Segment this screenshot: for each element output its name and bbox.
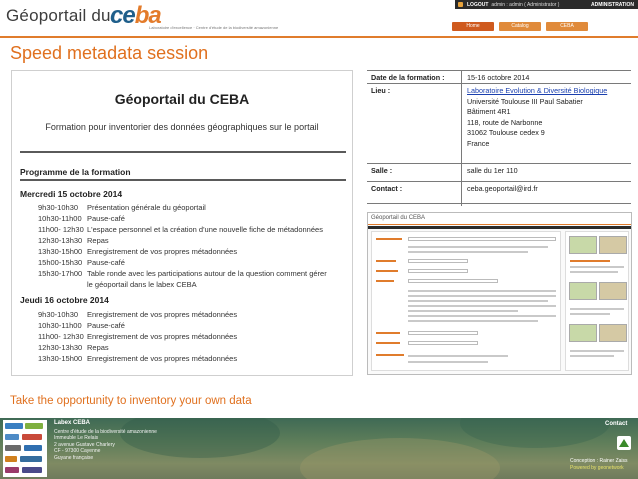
day-heading: Mercredi 15 octobre 2014 xyxy=(20,189,123,199)
header-divider xyxy=(0,36,638,38)
form-label xyxy=(376,280,394,282)
thumbnail-toolbar xyxy=(368,226,631,229)
footer-contact-link[interactable]: Contact xyxy=(605,421,628,427)
partner-logos xyxy=(3,420,47,477)
login-bar xyxy=(455,0,638,9)
thumbnail-sidebar xyxy=(565,231,629,371)
schedule-row xyxy=(38,309,348,320)
form-text xyxy=(408,315,556,317)
schedule-day-2 xyxy=(38,309,348,364)
form-text xyxy=(408,251,528,253)
site-header xyxy=(0,0,638,38)
partner-logo[interactable] xyxy=(22,467,42,473)
lieu-line: France xyxy=(467,138,490,148)
tab-catalog[interactable]: Catalog xyxy=(499,22,541,31)
form-text xyxy=(570,266,624,268)
lock-icon xyxy=(458,2,463,7)
lieu-line: 31062 Toulouse cedex 9 xyxy=(467,128,545,137)
schedule-time: 9h30-10h30 xyxy=(38,310,79,319)
form-field xyxy=(408,259,468,263)
schedule-activity: Repas xyxy=(87,343,109,352)
schedule-activity: Pause-café xyxy=(87,214,125,223)
schedule-row xyxy=(38,342,348,353)
partner-logo[interactable] xyxy=(25,423,43,429)
form-label xyxy=(376,342,400,344)
schedule-time: 13h30-15h00 xyxy=(38,354,83,363)
salle-value: salle du 1er 110 xyxy=(467,166,518,175)
lieu-line: Université Toulouse III Paul Sabatier xyxy=(467,96,583,106)
user-label: admin : admin ( Administrator ) xyxy=(491,1,560,8)
schedule-activity: le géoportail dans le labex CEBA xyxy=(87,280,197,289)
form-text xyxy=(408,320,538,322)
thumbnail-header xyxy=(368,213,631,225)
schedule-row xyxy=(38,279,348,290)
partner-logo[interactable] xyxy=(5,423,23,429)
form-text xyxy=(570,308,624,310)
form-field xyxy=(408,279,498,283)
schedule-row xyxy=(38,331,348,342)
document-title: Géoportail du CEBA xyxy=(114,91,250,107)
form-text xyxy=(408,246,548,248)
schedule-activity: Enregistrement de vos propres métadonnées xyxy=(87,310,238,319)
address-line: Immeuble Le Relais xyxy=(54,435,99,442)
map-thumbnail xyxy=(569,282,597,300)
schedule-row xyxy=(38,202,348,213)
address-line: 2 avenue Gustave Charlery xyxy=(54,441,115,448)
schedule-activity: L'espace personnel et la création d'une nouvelle fiche de métadonnées xyxy=(87,225,323,234)
schedule-time: 12h30-13h30 xyxy=(38,343,83,352)
info-row-salle xyxy=(367,164,631,182)
schedule-time xyxy=(38,279,87,290)
schedule-activity: Pause-café xyxy=(87,258,125,267)
partner-logo[interactable] xyxy=(22,434,42,440)
form-text xyxy=(408,355,508,357)
lieu-value xyxy=(467,86,607,149)
footer-org-name: Labex CEBA xyxy=(54,420,91,426)
training-info-table xyxy=(367,70,631,206)
map-thumbnail xyxy=(599,236,627,254)
form-text xyxy=(570,350,624,352)
partner-logo[interactable] xyxy=(5,445,21,451)
footer-design-credit: Conception : Rainer Zaiss xyxy=(570,458,628,464)
tab-home[interactable]: Home xyxy=(452,22,494,31)
schedule-activity: Repas xyxy=(87,236,109,245)
form-text xyxy=(570,271,618,273)
schedule-time: 11h00- 12h30 xyxy=(38,225,84,234)
map-thumbnail xyxy=(599,324,627,342)
form-label xyxy=(376,270,398,272)
footer-map-texture xyxy=(300,438,500,479)
logo-prefix[interactable]: Géoportail du xyxy=(6,6,111,25)
logo-brand-b: ba xyxy=(134,2,161,29)
logo-subtitle: Laboratoire d'excellence · Centre d'étude de la biodiversité amazonienne xyxy=(149,25,279,30)
form-field xyxy=(408,341,478,345)
schedule-row xyxy=(38,257,348,268)
form-field xyxy=(408,269,468,273)
contact-label: Contact : xyxy=(371,184,403,193)
form-text xyxy=(408,295,556,297)
schedule-activity: Table ronde avec les participations autour de la question comment gérer xyxy=(87,269,327,278)
ceba-badge-icon[interactable] xyxy=(617,436,631,450)
address-line: CF - 97300 Cayenne xyxy=(54,448,101,455)
footer-powered-by-link[interactable]: Powered by geonetwork xyxy=(570,465,624,471)
schedule-time: 10h30-11h00 xyxy=(38,321,82,330)
form-label xyxy=(376,354,404,356)
slide-tagline: Take the opportunity to inventory your own data xyxy=(10,395,252,407)
tab-ceba[interactable]: CEBA xyxy=(546,22,588,31)
partner-logo[interactable] xyxy=(5,434,19,440)
day-heading: Jeudi 16 octobre 2014 xyxy=(20,295,109,305)
schedule-day-1 xyxy=(38,202,348,290)
nav-tabs xyxy=(452,22,588,31)
partner-logo[interactable] xyxy=(5,456,17,462)
schedule-activity: Présentation générale du géoportail xyxy=(87,203,206,212)
form-text xyxy=(408,361,488,363)
info-row-lieu xyxy=(367,84,631,164)
form-text xyxy=(408,290,556,292)
form-text xyxy=(570,313,610,315)
form-label xyxy=(570,260,610,262)
form-label xyxy=(376,332,400,334)
schedule-row xyxy=(38,268,348,279)
partner-logo[interactable] xyxy=(5,467,19,473)
form-text xyxy=(408,305,556,307)
partner-logo[interactable] xyxy=(20,456,42,462)
slide-title: Speed metadata session xyxy=(10,43,209,63)
schedule-activity: Pause-café xyxy=(87,321,125,330)
metadata-editor-screenshot xyxy=(367,212,632,375)
lieu-line: Bâtiment 4R1 xyxy=(467,107,511,116)
schedule-time: 13h30-15h00 xyxy=(38,247,83,256)
schedule-row xyxy=(38,213,348,224)
schedule-row xyxy=(38,246,348,257)
schedule-row xyxy=(38,353,348,364)
schedule-time: 15h00-15h30 xyxy=(38,258,83,267)
program-heading: Programme de la formation xyxy=(20,167,131,177)
form-label xyxy=(376,260,396,262)
schedule-time: 9h30-10h30 xyxy=(38,203,79,212)
address-line: Guyane française xyxy=(54,454,94,461)
thumbnail-logo: Géoportail du CEBA xyxy=(371,215,426,221)
logout-link[interactable]: LOGOUT xyxy=(467,1,489,8)
date-label: Date de la formation : xyxy=(371,73,445,82)
salle-label: Salle : xyxy=(371,166,393,175)
schedule-row xyxy=(38,235,348,246)
site-footer xyxy=(0,418,638,479)
schedule-activity: Enregistrement de vos propres métadonnées xyxy=(87,247,238,256)
schedule-activity: Enregistrement de vos propres métadonnées xyxy=(87,332,238,341)
date-value: 15-16 octobre 2014 xyxy=(467,73,530,82)
info-row-date xyxy=(367,70,631,84)
lieu-label: Lieu : xyxy=(371,86,391,95)
info-row-contact xyxy=(367,182,631,204)
logo-brand-a: ce xyxy=(110,2,135,29)
map-thumbnail xyxy=(569,324,597,342)
schedule-time: 10h30-11h00 xyxy=(38,214,82,223)
training-document xyxy=(11,70,353,376)
schedule-time: 11h00- 12h30 xyxy=(38,332,84,341)
form-field xyxy=(408,237,556,241)
form-text xyxy=(408,310,518,312)
map-thumbnail xyxy=(599,282,627,300)
lieu-line: 118, route de Narbonne xyxy=(467,117,543,127)
schedule-time: 12h30-13h30 xyxy=(38,236,83,245)
footer-address xyxy=(54,429,157,461)
footer-map-texture xyxy=(460,418,610,448)
lieu-line[interactable]: Laboratoire Evolution & Diversité Biologique xyxy=(467,86,608,95)
administration-link[interactable]: ADMINISTRATION xyxy=(591,1,634,8)
form-label xyxy=(376,238,402,240)
address-line: Centre d'étude de la biodiversité amazonienne xyxy=(54,429,157,435)
schedule-time: 15h30-17h00 xyxy=(38,269,83,278)
document-subtitle: Formation pour inventorier des données géographiques sur le portail xyxy=(45,122,319,132)
thumbnail-form xyxy=(371,231,561,371)
schedule-row xyxy=(38,320,348,331)
form-text xyxy=(408,300,548,302)
map-thumbnail xyxy=(569,236,597,254)
contact-email[interactable]: ceba.geoportail@ird.fr xyxy=(467,184,538,193)
schedule-row xyxy=(38,224,348,235)
document-divider xyxy=(20,151,346,153)
schedule-activity: Enregistrement de vos propres métadonnées xyxy=(87,354,238,363)
partner-logo[interactable] xyxy=(24,445,42,451)
form-text xyxy=(570,355,614,357)
form-field xyxy=(408,331,478,335)
tree-icon xyxy=(619,439,629,447)
program-divider xyxy=(20,179,346,181)
